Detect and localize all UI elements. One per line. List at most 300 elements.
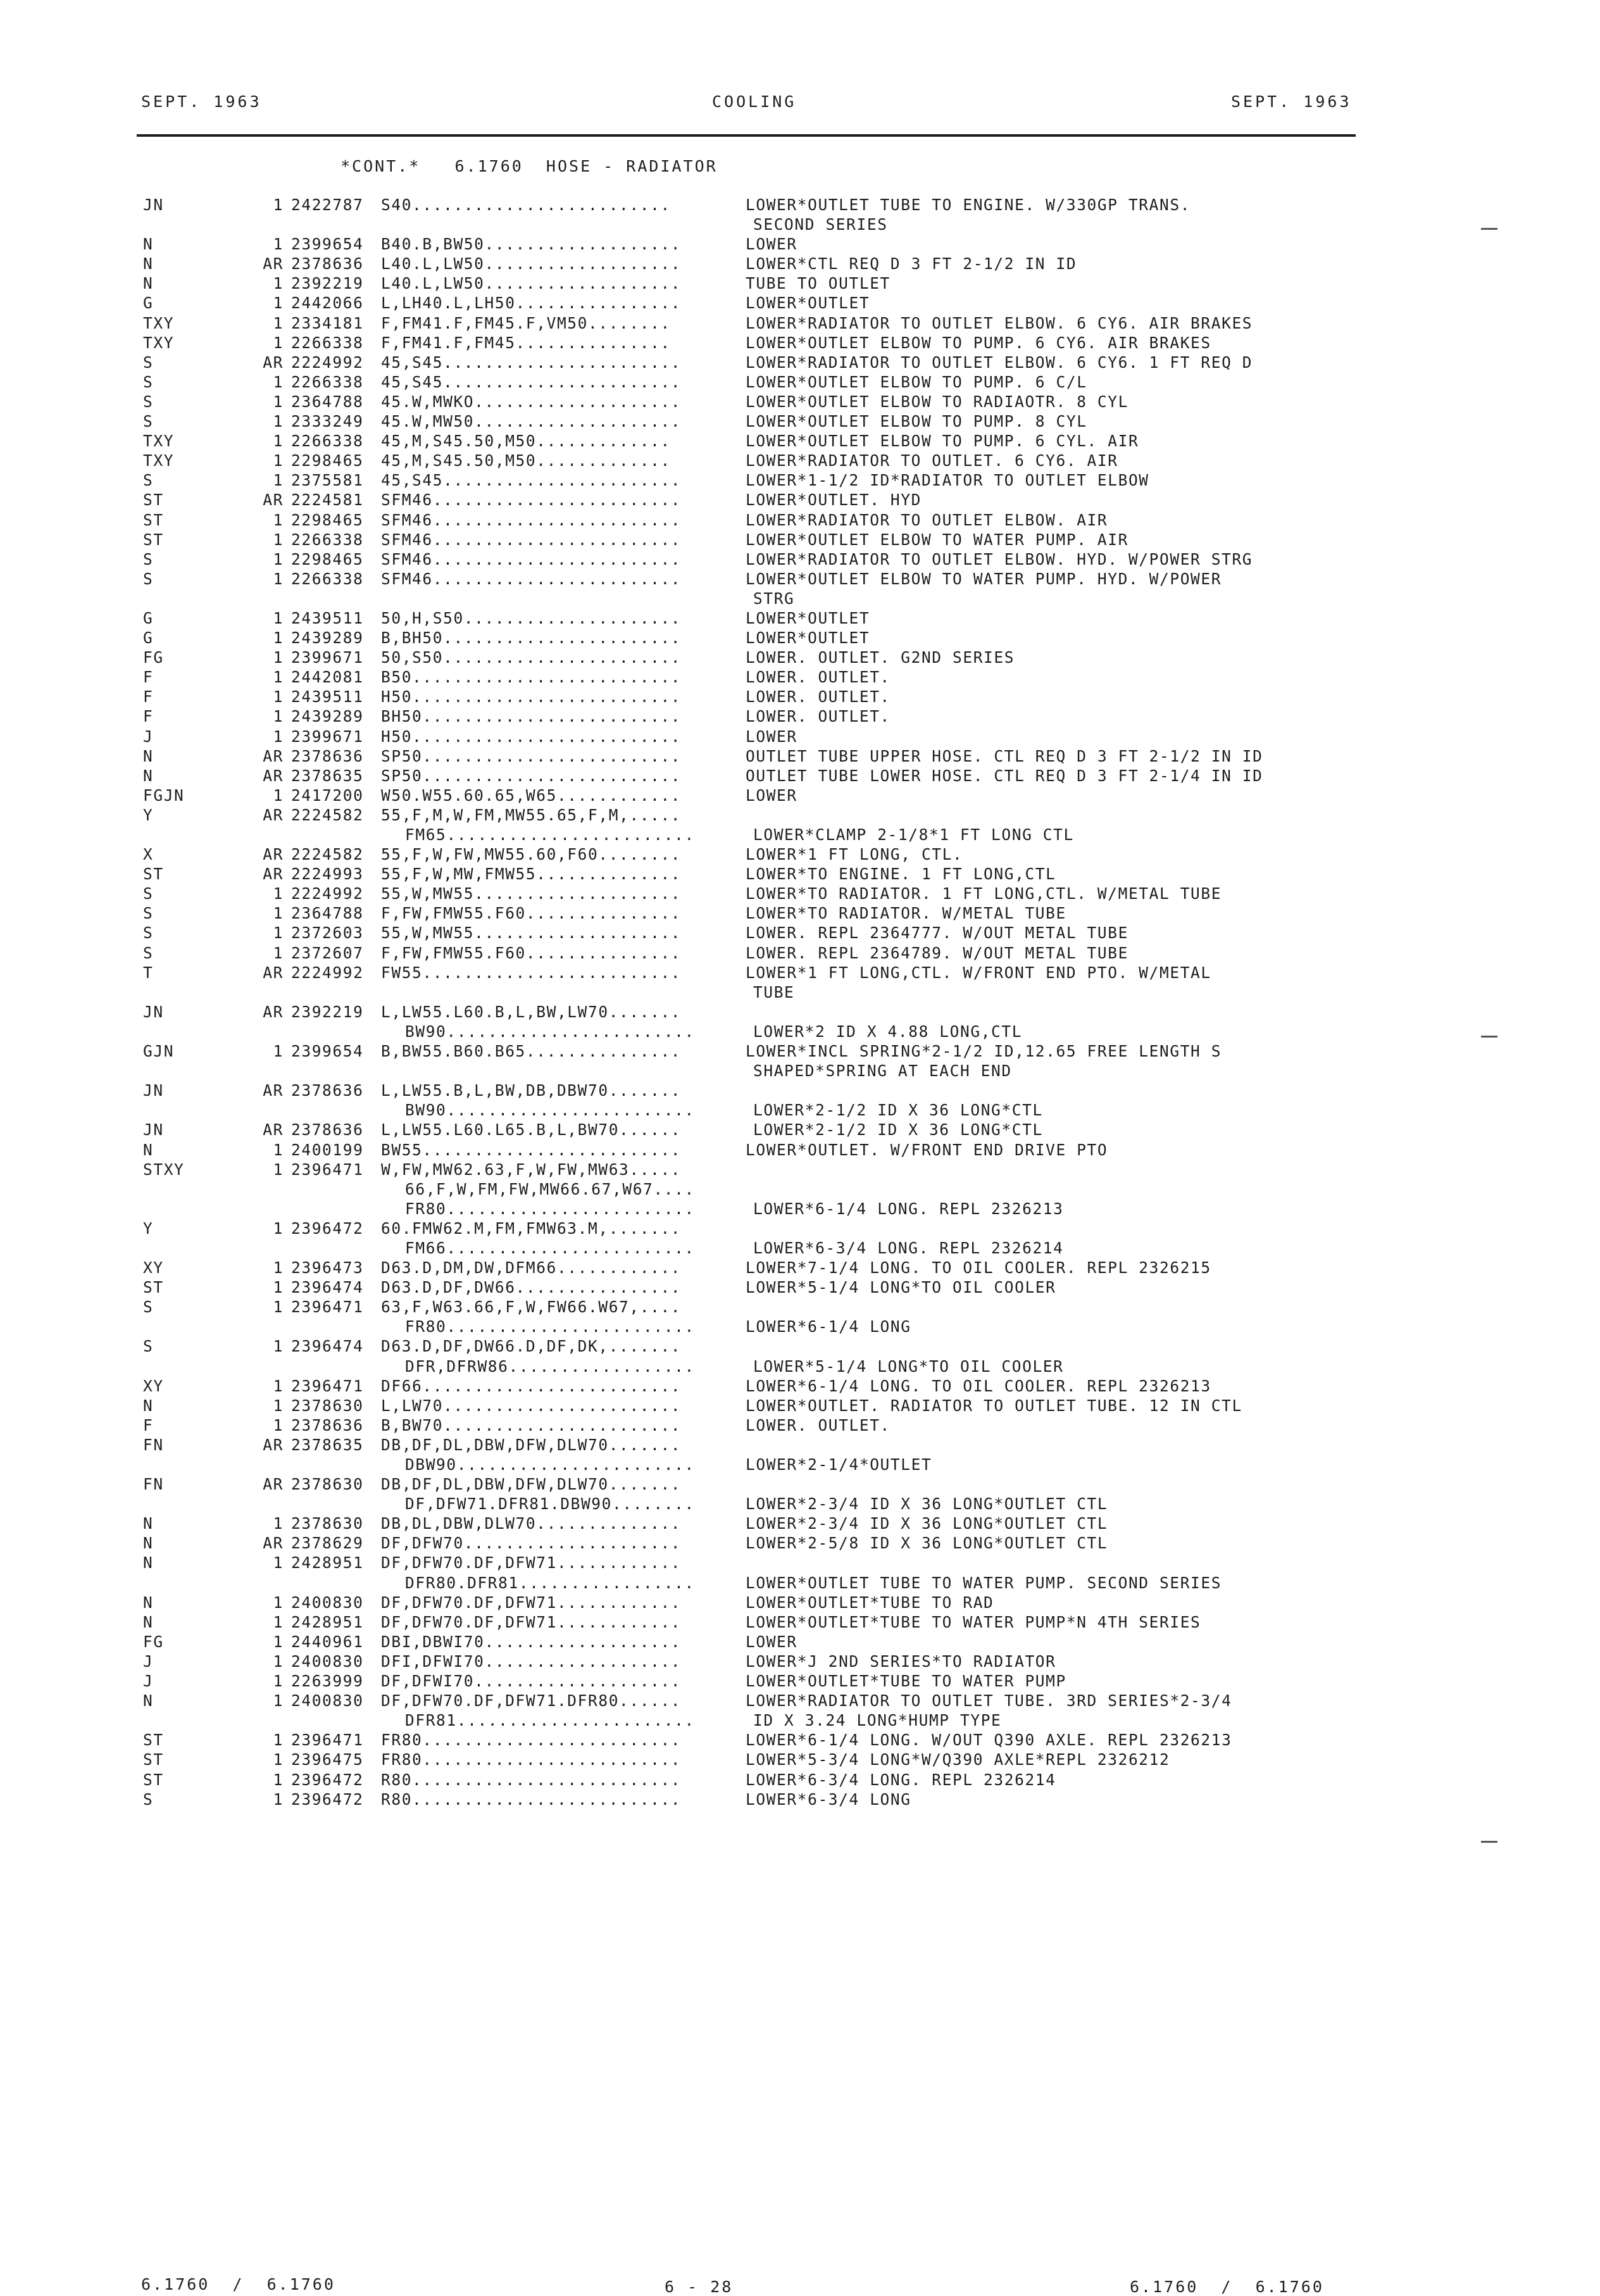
model-code: G: [143, 608, 154, 627]
table-row: [0, 490, 1600, 510]
model-code: S: [143, 924, 154, 943]
model-code: J: [143, 727, 154, 746]
header-section-title: COOLING: [712, 92, 797, 111]
description: LOWER*5-1/4 LONG*TO OIL COOLER: [746, 1278, 1056, 1297]
table-row: [0, 215, 1600, 234]
model-code: JN: [143, 1081, 164, 1100]
table-row: [0, 727, 1600, 746]
description: SECOND SERIES: [753, 215, 888, 234]
description: LOWER*OUTLET ELBOW TO PUMP. 6 C/L: [746, 372, 1087, 391]
model-code: ST: [143, 1731, 164, 1750]
part-number: 2372607: [291, 943, 364, 962]
part-number: 2298465: [291, 451, 364, 470]
part-number: 2333249: [291, 412, 364, 431]
description: LOWER*2-1/2 ID X 36 LONG*CTL: [753, 1101, 1043, 1120]
part-number: 2396471: [291, 1731, 364, 1750]
table-row: [0, 746, 1600, 766]
application: 50,H,S50.....................: [381, 608, 682, 627]
description: LOWER*OUTLET: [746, 608, 870, 627]
quantity: 1: [273, 904, 284, 923]
quantity: 1: [273, 392, 284, 411]
application: D63.D,DF,DW66................: [381, 1278, 682, 1297]
application: DF,DFW70.DF,DFW71............: [381, 1593, 682, 1612]
description: LOWER. OUTLET.: [746, 707, 891, 726]
table-row: [0, 195, 1600, 215]
application: D63.D,DF,DW66.D,DF,DK,.......: [381, 1337, 682, 1356]
model-code: N: [143, 1514, 154, 1533]
margin-mark: [1481, 1841, 1497, 1843]
table-row: [0, 392, 1600, 411]
model-code: ST: [143, 865, 164, 884]
model-code: Y: [143, 1219, 154, 1238]
description: LOWER*OUTLET ELBOW TO WATER PUMP. HYD. W/POWER: [746, 569, 1222, 588]
description: LOWER*OUTLET*TUBE TO WATER PUMP*N 4TH SERIES: [746, 1612, 1201, 1631]
model-code: S: [143, 549, 154, 568]
application: 60.FMW62.M,FM,FMW63.M,.......: [381, 1219, 682, 1238]
table-row: [0, 1100, 1600, 1120]
table-row: [0, 1179, 1600, 1199]
application: SFM46........................: [381, 510, 682, 529]
model-code: F: [143, 687, 154, 706]
model-code: TXY: [143, 313, 175, 332]
table-row: [0, 1455, 1600, 1474]
part-number: 2417200: [291, 786, 364, 805]
model-code: N: [143, 1553, 154, 1572]
application: 55,F,M,W,FM,MW55.65,F,M,.....: [381, 805, 682, 824]
table-row: [0, 786, 1600, 805]
description: LOWER*CTL REQ D 3 FT 2-1/2 IN ID: [746, 254, 1077, 273]
part-number: 2396471: [291, 1376, 364, 1395]
application: B40.B,BW50...................: [381, 235, 682, 254]
table-row: [0, 628, 1600, 648]
quantity: 1: [273, 924, 284, 943]
model-code: F: [143, 1415, 154, 1434]
part-number: 2396472: [291, 1219, 364, 1238]
header-date-left: SEPT. 1963: [141, 92, 262, 111]
table-row: [0, 766, 1600, 786]
application: BH50.........................: [381, 707, 682, 726]
application-continued: DFR,DFRW86..................: [405, 1357, 695, 1376]
application: 45,S45.......................: [381, 471, 682, 490]
part-number: 2378635: [291, 1435, 364, 1454]
part-number: 2442066: [291, 294, 364, 313]
application: DBI,DBWI70...................: [381, 1632, 682, 1651]
application-continued: DFR80.DFR81.................: [405, 1573, 695, 1592]
quantity: 1: [273, 333, 284, 352]
description: LOWER*1 FT LONG,CTL. W/FRONT END PTO. W/METAL: [746, 963, 1211, 982]
description: LOWER*2 ID X 4.88 LONG,CTL: [753, 1022, 1023, 1041]
description: LOWER*5-3/4 LONG*W/Q390 AXLE*REPL 2326212: [746, 1750, 1170, 1769]
application: 45,M,S45.50,M50.............: [381, 432, 671, 451]
application: 55,W,MW55....................: [381, 924, 682, 943]
model-code: S: [143, 943, 154, 962]
model-code: GJN: [143, 1042, 175, 1061]
part-number: 2378636: [291, 254, 364, 273]
description: LOWER*TO RADIATOR. W/METAL TUBE: [746, 904, 1066, 923]
quantity: 1: [273, 687, 284, 706]
quantity: 1: [273, 1612, 284, 1631]
model-code: ST: [143, 530, 164, 549]
description: LOWER*TO ENGINE. 1 FT LONG,CTL: [746, 865, 1056, 884]
model-code: N: [143, 235, 154, 254]
table-row: [0, 333, 1600, 353]
part-number: 2224992: [291, 353, 364, 372]
application: DF,DFW70.....................: [381, 1534, 682, 1553]
quantity: 1: [273, 1790, 284, 1809]
application: R80..........................: [381, 1770, 682, 1789]
application: L,LW70.......................: [381, 1396, 682, 1415]
description: LOWER*1-1/2 ID*RADIATOR TO OUTLET ELBOW: [746, 471, 1149, 490]
part-number: 2400199: [291, 1140, 364, 1159]
quantity: 1: [273, 1514, 284, 1533]
application: SP50.........................: [381, 766, 682, 785]
table-row: [0, 1336, 1600, 1356]
part-number: 2263999: [291, 1672, 364, 1691]
table-row: [0, 313, 1600, 333]
model-code: TXY: [143, 451, 175, 470]
margin-mark: [1481, 228, 1497, 230]
table-row: [0, 470, 1600, 490]
model-code: N: [143, 746, 154, 765]
table-row: [0, 353, 1600, 372]
quantity: 1: [273, 1672, 284, 1691]
quantity: 1: [273, 1632, 284, 1651]
table-row: [0, 1514, 1600, 1533]
model-code: STXY: [143, 1160, 185, 1179]
description: LOWER*6-3/4 LONG: [746, 1790, 911, 1809]
part-number: 2378629: [291, 1534, 364, 1553]
model-code: S: [143, 412, 154, 431]
part-number: 2224582: [291, 845, 364, 864]
part-number: 2396472: [291, 1770, 364, 1789]
part-number: 2396471: [291, 1160, 364, 1179]
quantity: 1: [273, 196, 284, 214]
part-number: 2298465: [291, 510, 364, 529]
table-row: [0, 1750, 1600, 1769]
part-number: 2224582: [291, 805, 364, 824]
table-row: [0, 1160, 1600, 1179]
table-row: [0, 667, 1600, 687]
part-number: 2372603: [291, 924, 364, 943]
model-code: XY: [143, 1258, 164, 1277]
application: L40.L,LW50...................: [381, 274, 682, 293]
description: LOWER*CLAMP 2-1/8*1 FT LONG CTL: [753, 825, 1074, 844]
table-row: [0, 982, 1600, 1002]
description: STRG: [753, 589, 795, 608]
part-number: 2396474: [291, 1337, 364, 1356]
description: LOWER*1 FT LONG, CTL.: [746, 845, 963, 864]
model-code: X: [143, 845, 154, 864]
application: DF66.........................: [381, 1376, 682, 1395]
table-row: [0, 510, 1600, 530]
table-row: [0, 451, 1600, 470]
part-number: 2378636: [291, 1081, 364, 1100]
table-row: [0, 844, 1600, 864]
part-number: 2224992: [291, 884, 364, 903]
part-number: 2428951: [291, 1612, 364, 1631]
application: W,FW,MW62.63,F,W,FW,MW63.....: [381, 1160, 682, 1179]
subsection-heading: *CONT.* 6.1760 HOSE - RADIATOR: [341, 157, 718, 175]
part-number: 2266338: [291, 569, 364, 588]
quantity: AR: [263, 805, 284, 824]
description: LOWER*OUTLET*TUBE TO RAD: [746, 1593, 994, 1612]
application: SP50.........................: [381, 746, 682, 765]
application: 63,F,W63.66,F,W,FW66.W67,....: [381, 1298, 682, 1317]
part-number: 2428951: [291, 1553, 364, 1572]
application: DF,DFWI70....................: [381, 1672, 682, 1691]
quantity: 1: [273, 451, 284, 470]
model-code: Y: [143, 805, 154, 824]
part-number: 2266338: [291, 372, 364, 391]
model-code: N: [143, 254, 154, 273]
model-code: TXY: [143, 432, 175, 451]
application-continued: BW90........................: [405, 1101, 695, 1120]
application-continued: DBW90.......................: [405, 1455, 695, 1474]
quantity: 1: [273, 943, 284, 962]
model-code: T: [143, 963, 154, 982]
model-code: FG: [143, 1632, 164, 1651]
table-row: [0, 1317, 1600, 1336]
footer-ref-left: 6.1760 / 6.1760: [141, 2275, 335, 2293]
margin-mark: [1481, 1036, 1497, 1038]
table-row: [0, 1415, 1600, 1435]
model-code: S: [143, 353, 154, 372]
description: LOWER*OUTLET. RADIATOR TO OUTLET TUBE. 12 IN CTL: [746, 1396, 1242, 1415]
quantity: 1: [273, 1219, 284, 1238]
table-row: [0, 1120, 1600, 1139]
model-code: S: [143, 904, 154, 923]
description: LOWER. OUTLET.: [746, 687, 891, 706]
quantity: AR: [263, 963, 284, 982]
table-row: [0, 864, 1600, 884]
footer-page-number: 6 - 28: [665, 2278, 734, 2296]
part-number: 2399671: [291, 648, 364, 667]
model-code: S: [143, 884, 154, 903]
model-code: FG: [143, 648, 164, 667]
table-row: [0, 589, 1600, 608]
description: LOWER. OUTLET.: [746, 668, 891, 687]
description: LOWER*6-1/4 LONG: [746, 1317, 911, 1336]
table-row: [0, 1494, 1600, 1514]
table-row: [0, 903, 1600, 923]
table-row: [0, 411, 1600, 431]
description: LOWER. OUTLET. G2ND SERIES: [746, 648, 1015, 667]
table-row: [0, 1376, 1600, 1396]
part-number: 2439289: [291, 707, 364, 726]
model-code: F: [143, 668, 154, 687]
table-row: [0, 1277, 1600, 1297]
parts-list: [0, 195, 1600, 1809]
description: LOWER*6-1/4 LONG. W/OUT Q390 AXLE. REPL 2326213: [746, 1731, 1232, 1750]
model-code: N: [143, 1691, 154, 1710]
table-row: [0, 1770, 1600, 1790]
table-row: [0, 805, 1600, 825]
part-number: 2266338: [291, 530, 364, 549]
part-number: 2378636: [291, 746, 364, 765]
quantity: 1: [273, 648, 284, 667]
model-code: FGJN: [143, 786, 185, 805]
description: LOWER. REPL 2364777. W/OUT METAL TUBE: [746, 924, 1128, 943]
application: L,LW55.L60.L65.B,L,BW70......: [381, 1120, 682, 1139]
description: LOWER: [746, 1632, 797, 1651]
description: LOWER*7-1/4 LONG. TO OIL COOLER. REPL 2326215: [746, 1258, 1211, 1277]
description: LOWER*OUTLET ELBOW TO PUMP. 8 CYL: [746, 412, 1087, 431]
description: LOWER*OUTLET TUBE TO WATER PUMP. SECOND SERIES: [746, 1573, 1222, 1592]
table-row: [0, 1081, 1600, 1100]
quantity: AR: [263, 1002, 284, 1021]
quantity: 1: [273, 629, 284, 648]
quantity: 1: [273, 1415, 284, 1434]
table-row: [0, 1199, 1600, 1219]
table-row: [0, 825, 1600, 844]
application: L,LW55.B,L,BW,DB,DBW70.......: [381, 1081, 682, 1100]
application: F,FM41.F,FM45.F,VM50........: [381, 313, 671, 332]
part-number: 2298465: [291, 549, 364, 568]
description: SHAPED*SPRING AT EACH END: [753, 1062, 1012, 1081]
part-number: 2396475: [291, 1750, 364, 1769]
quantity: 1: [273, 1337, 284, 1356]
model-code: JN: [143, 1120, 164, 1139]
description: LOWER*RADIATOR TO OUTLET ELBOW. 6 CY6. 1 FT REQ D: [746, 353, 1253, 372]
application: B,BW55.B60.B65...............: [381, 1042, 682, 1061]
table-row: [0, 431, 1600, 451]
description: LOWER*6-1/4 LONG. REPL 2326213: [753, 1199, 1064, 1218]
quantity: AR: [263, 845, 284, 864]
quantity: 1: [273, 372, 284, 391]
part-number: 2422787: [291, 196, 364, 214]
table-row: [0, 1730, 1600, 1750]
description: LOWER*OUTLET ELBOW TO PUMP. 6 CY6. AIR BRAKES: [746, 333, 1211, 352]
quantity: 1: [273, 1376, 284, 1395]
table-row: [0, 963, 1600, 982]
application: D63.D,DM,DW,DFM66............: [381, 1258, 682, 1277]
application: BW55.........................: [381, 1140, 682, 1159]
model-code: S: [143, 471, 154, 490]
quantity: AR: [263, 1475, 284, 1494]
model-code: G: [143, 294, 154, 313]
application: 50,S50.......................: [381, 648, 682, 667]
part-number: 2396474: [291, 1278, 364, 1297]
model-code: FN: [143, 1435, 164, 1454]
application: SFM46........................: [381, 530, 682, 549]
part-number: 2392219: [291, 1002, 364, 1021]
description: LOWER*RADIATOR TO OUTLET TUBE. 3RD SERIES*2-3/4: [746, 1691, 1232, 1710]
description: LOWER*6-3/4 LONG. REPL 2326214: [746, 1770, 1056, 1789]
application: H50..........................: [381, 727, 682, 746]
quantity: 1: [273, 274, 284, 293]
table-row: [0, 1790, 1600, 1809]
application: W50.W55.60.65,W65............: [381, 786, 682, 805]
table-row: [0, 530, 1600, 549]
quantity: 1: [273, 412, 284, 431]
quantity: AR: [263, 1081, 284, 1100]
part-number: 2364788: [291, 904, 364, 923]
quantity: AR: [263, 746, 284, 765]
part-number: 2378636: [291, 1415, 364, 1434]
part-number: 2334181: [291, 313, 364, 332]
description: TUBE TO OUTLET: [746, 274, 891, 293]
table-row: [0, 372, 1600, 392]
application: DF,DFW70.DF,DFW71.DFR80......: [381, 1691, 682, 1710]
application: SFM46........................: [381, 491, 682, 510]
part-number: 2224581: [291, 491, 364, 510]
application: 55,F,W,FW,MW55.60,F60........: [381, 845, 682, 864]
model-code: S: [143, 372, 154, 391]
application: DF,DFW70.DF,DFW71............: [381, 1612, 682, 1631]
application-continued: 66,F,W,FM,FW,MW66.67,W67....: [405, 1179, 695, 1198]
application: FW55.........................: [381, 963, 682, 982]
application: FR80.........................: [381, 1750, 682, 1769]
description: LOWER: [746, 235, 797, 254]
application: SFM46........................: [381, 549, 682, 568]
quantity: 1: [273, 1160, 284, 1179]
description: LOWER*J 2ND SERIES*TO RADIATOR: [746, 1652, 1056, 1671]
description: LOWER*2-5/8 ID X 36 LONG*OUTLET CTL: [746, 1534, 1108, 1553]
quantity: 1: [273, 1553, 284, 1572]
description: LOWER*6-3/4 LONG. REPL 2326214: [753, 1238, 1064, 1257]
description: LOWER*INCL SPRING*2-1/2 ID,12.65 FREE LENGTH S: [746, 1042, 1222, 1061]
table-row: [0, 943, 1600, 963]
table-row: [0, 1573, 1600, 1593]
application: R80..........................: [381, 1790, 682, 1809]
quantity: 1: [273, 1691, 284, 1710]
table-row: [0, 1002, 1600, 1022]
quantity: 1: [273, 1396, 284, 1415]
quantity: 1: [273, 1278, 284, 1297]
quantity: 1: [273, 569, 284, 588]
table-row: [0, 273, 1600, 293]
table-row: [0, 1357, 1600, 1376]
application: L,LH40.L,LH50................: [381, 294, 682, 313]
part-number: 2364788: [291, 392, 364, 411]
description: LOWER*RADIATOR TO OUTLET ELBOW. AIR: [746, 510, 1108, 529]
quantity: 1: [273, 786, 284, 805]
model-code: ST: [143, 491, 164, 510]
description: LOWER*RADIATOR TO OUTLET. 6 CY6. AIR: [746, 451, 1118, 470]
table-row: [0, 1612, 1600, 1632]
model-code: S: [143, 1337, 154, 1356]
quantity: 1: [273, 1042, 284, 1061]
description: LOWER*RADIATOR TO OUTLET ELBOW. HYD. W/POWER STRG: [746, 549, 1253, 568]
part-number: 2396473: [291, 1258, 364, 1277]
description: LOWER*OUTLET. HYD: [746, 491, 922, 510]
part-number: 2439511: [291, 687, 364, 706]
part-number: 2400830: [291, 1593, 364, 1612]
application: L40.L,LW50...................: [381, 254, 682, 273]
part-number: 2224992: [291, 963, 364, 982]
quantity: 1: [273, 432, 284, 451]
part-number: 2400830: [291, 1652, 364, 1671]
application: 55,F,W,MW,FMW55..............: [381, 865, 682, 884]
table-row: [0, 706, 1600, 726]
application: F,FM41.F,FM45...............: [381, 333, 671, 352]
table-row: [0, 1632, 1600, 1652]
footer-ref-right: 6.1760 / 6.1760: [1130, 2278, 1324, 2296]
part-number: 2378630: [291, 1396, 364, 1415]
application: L,LW55.L60.B,L,BW,LW70.......: [381, 1002, 682, 1021]
model-code: JN: [143, 196, 164, 214]
header-date-right: SEPT. 1963: [1231, 92, 1352, 111]
description: LOWER*OUTLET ELBOW TO WATER PUMP. AIR: [746, 530, 1128, 549]
table-row: [0, 1652, 1600, 1671]
model-code: S: [143, 1790, 154, 1809]
description: LOWER: [746, 786, 797, 805]
part-number: 2399654: [291, 1042, 364, 1061]
model-code: J: [143, 1652, 154, 1671]
description: LOWER*2-1/2 ID X 36 LONG*CTL: [753, 1120, 1043, 1139]
model-code: ST: [143, 1278, 164, 1297]
application: DB,DF,DL,DBW,DFW,DLW70.......: [381, 1435, 682, 1454]
